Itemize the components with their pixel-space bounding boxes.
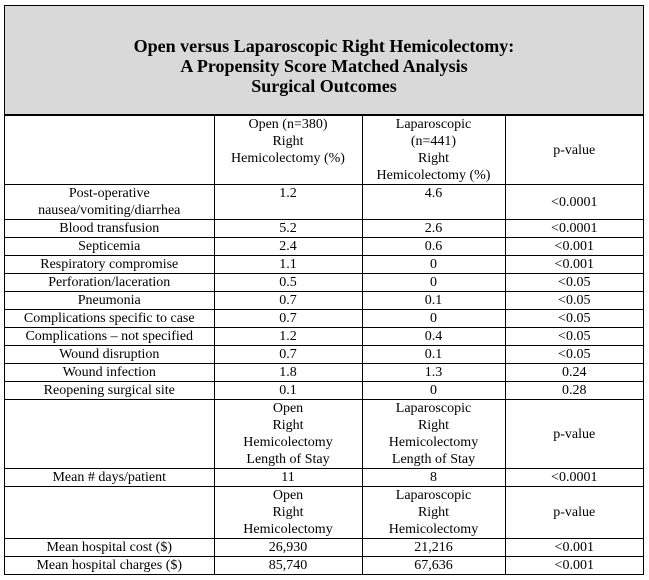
outcome-label-cell-line: Post-operative: [68, 186, 150, 201]
los-header-lap-cell-line: Length of Stay: [391, 452, 476, 467]
table-row: [5, 539, 643, 557]
los-header-blank-cell: [5, 400, 214, 469]
lap-value-cell: 2.6: [362, 220, 505, 238]
cost-open-cell: 26,930: [214, 539, 362, 557]
lap-value-cell: 0: [362, 382, 505, 400]
cost-header-open-cell-line: Hemicolectomy: [243, 522, 333, 537]
outcome-label-cell-line: Wound disruption: [59, 347, 160, 362]
cost-header-lap-cell-line: Hemicolectomy: [388, 522, 479, 537]
outcome-label-cell: [5, 274, 214, 292]
table-row: [5, 238, 643, 256]
los-header-open-cell-line: Open: [272, 401, 304, 416]
lap-value-cell: 0: [362, 256, 505, 274]
open-value-cell: 5.2: [214, 220, 362, 238]
lap-value-cell: 0.1: [362, 346, 505, 364]
cost-header-open-cell: [214, 487, 362, 539]
title-line-3: Surgical Outcomes: [251, 76, 397, 96]
cost-header-blank-cell: [5, 487, 214, 539]
los-header-row: [5, 400, 643, 469]
outcome-label-cell: [5, 364, 214, 382]
header-lap-cell-line: Hemicolectomy (%): [376, 168, 491, 183]
open-value-cell: 1.2: [214, 328, 362, 346]
outcome-label-cell: [5, 310, 214, 328]
outcome-label-cell-line: Reopening surgical site: [43, 383, 175, 398]
outcome-label-cell-line: Complications – not specified: [25, 329, 194, 344]
header-lap-cell-line: Right: [417, 151, 450, 166]
cost-label-cell: Mean hospital charges ($): [5, 557, 214, 575]
table-row: [5, 220, 643, 238]
lap-value-cell: 0.4: [362, 328, 505, 346]
title-line-1: Open versus Laparoscopic Right Hemicolectomy:: [133, 36, 515, 56]
outcomes-table: [5, 115, 643, 574]
cost-header-open-cell-line: Open: [272, 488, 304, 503]
los-lap-cell: 8: [362, 469, 505, 487]
header-lap-cell-line: Laparoscopic: [395, 117, 472, 132]
los-pvalue-cell: <0.0001: [505, 469, 643, 487]
table-row: [5, 469, 643, 487]
header-open-cell-line: Open (n=380): [248, 117, 328, 132]
outcome-label-cell-line: Respiratory compromise: [40, 257, 179, 272]
title-banner: [5, 6, 643, 115]
pvalue-cell: <0.05: [505, 328, 643, 346]
pvalue-cell: <0.05: [505, 274, 643, 292]
outcome-label-cell-line: nausea/vomiting/diarrhea: [38, 203, 181, 218]
pvalue-cell: 0.28: [505, 382, 643, 400]
cost-header-pvalue-cell: p-value: [505, 487, 643, 539]
open-value-cell: 0.7: [214, 310, 362, 328]
open-value-cell: 0.1: [214, 382, 362, 400]
header-lap-cell: [362, 116, 505, 185]
los-header-lap-cell-line: Right: [417, 418, 450, 433]
pvalue-cell: <0.0001: [505, 220, 643, 238]
table-frame: [4, 5, 644, 575]
outcome-label-cell: [5, 185, 214, 220]
header-pvalue-cell: p-value: [505, 116, 643, 185]
cost-lap-cell: 67,636: [362, 557, 505, 575]
los-header-open-cell: [214, 400, 362, 469]
outcome-label-cell-line: Complications specific to case: [23, 311, 195, 326]
open-value-cell: 1.1: [214, 256, 362, 274]
outcome-label-cell-line: Septicemia: [78, 239, 141, 254]
los-open-cell: 11: [214, 469, 362, 487]
cost-lap-cell: 21,216: [362, 539, 505, 557]
header-open-cell-line: Hemicolectomy (%): [231, 151, 345, 166]
table-row: [5, 346, 643, 364]
outcome-label-cell: [5, 256, 214, 274]
cost-header-open-cell-line: Right: [272, 505, 304, 520]
lap-value-cell: 4.6: [362, 185, 505, 220]
los-header-lap-cell: [362, 400, 505, 469]
outcome-label-cell: [5, 382, 214, 400]
cost-header-lap-cell-line: Laparoscopic: [395, 488, 472, 503]
los-header-pvalue-cell: p-value: [505, 400, 643, 469]
outcome-label-cell: [5, 220, 214, 238]
open-value-cell: 1.2: [214, 185, 362, 220]
lap-value-cell: 0.1: [362, 292, 505, 310]
cost-header-lap-cell-line: Right: [417, 505, 450, 520]
cost-header-row: [5, 487, 643, 539]
cost-label-cell: Mean hospital cost ($): [5, 539, 214, 557]
outcome-label-cell: [5, 292, 214, 310]
table-row: [5, 364, 643, 382]
table-row: [5, 382, 643, 400]
outcome-label-cell: [5, 238, 214, 256]
pvalue-cell: <0.0001: [505, 185, 643, 220]
header-open-cell-line: Right: [272, 134, 304, 149]
lap-value-cell: 0: [362, 274, 505, 292]
outcome-label-cell-line: Pneumonia: [77, 293, 141, 308]
table-row: [5, 557, 643, 575]
los-label-cell: Mean # days/patient: [5, 469, 214, 487]
los-header-open-cell-line: Hemicolectomy: [243, 435, 333, 450]
table-row: [5, 328, 643, 346]
los-header-open-cell-line: Length of Stay: [246, 452, 330, 467]
table-row: [5, 185, 643, 220]
outcome-label-cell: [5, 346, 214, 364]
outcome-label-cell-line: Wound infection: [62, 365, 156, 380]
los-header-lap-cell-line: Hemicolectomy: [388, 435, 479, 450]
header-blank-cell: [5, 116, 214, 185]
header-lap-cell-line: (n=441): [410, 134, 457, 149]
title-line-2: A Propensity Score Matched Analysis: [180, 56, 468, 76]
lap-value-cell: 1.3: [362, 364, 505, 382]
outcome-label-cell-line: Perforation/laceration: [48, 275, 171, 290]
pvalue-cell: <0.05: [505, 292, 643, 310]
cost-pvalue-cell: <0.001: [505, 539, 643, 557]
open-value-cell: 1.8: [214, 364, 362, 382]
open-value-cell: 2.4: [214, 238, 362, 256]
los-header-open-cell-line: Right: [272, 418, 304, 433]
cost-header-lap-cell: [362, 487, 505, 539]
pvalue-cell: <0.001: [505, 238, 643, 256]
los-header-lap-cell-line: Laparoscopic: [395, 401, 472, 416]
header-open-cell: [214, 116, 362, 185]
open-value-cell: 0.7: [214, 292, 362, 310]
cost-open-cell: 85,740: [214, 557, 362, 575]
pvalue-cell: <0.05: [505, 310, 643, 328]
outcomes-header-row: [5, 116, 643, 185]
lap-value-cell: 0.6: [362, 238, 505, 256]
table-row: [5, 256, 643, 274]
table-row: [5, 310, 643, 328]
pvalue-cell: <0.05: [505, 346, 643, 364]
table-row: [5, 274, 643, 292]
table-row: [5, 292, 643, 310]
outcome-label-cell-line: Blood transfusion: [59, 221, 160, 236]
lap-value-cell: 0: [362, 310, 505, 328]
open-value-cell: 0.7: [214, 346, 362, 364]
open-value-cell: 0.5: [214, 274, 362, 292]
outcome-label-cell: [5, 328, 214, 346]
pvalue-cell: 0.24: [505, 364, 643, 382]
cost-pvalue-cell: <0.001: [505, 557, 643, 575]
pvalue-cell: <0.001: [505, 256, 643, 274]
